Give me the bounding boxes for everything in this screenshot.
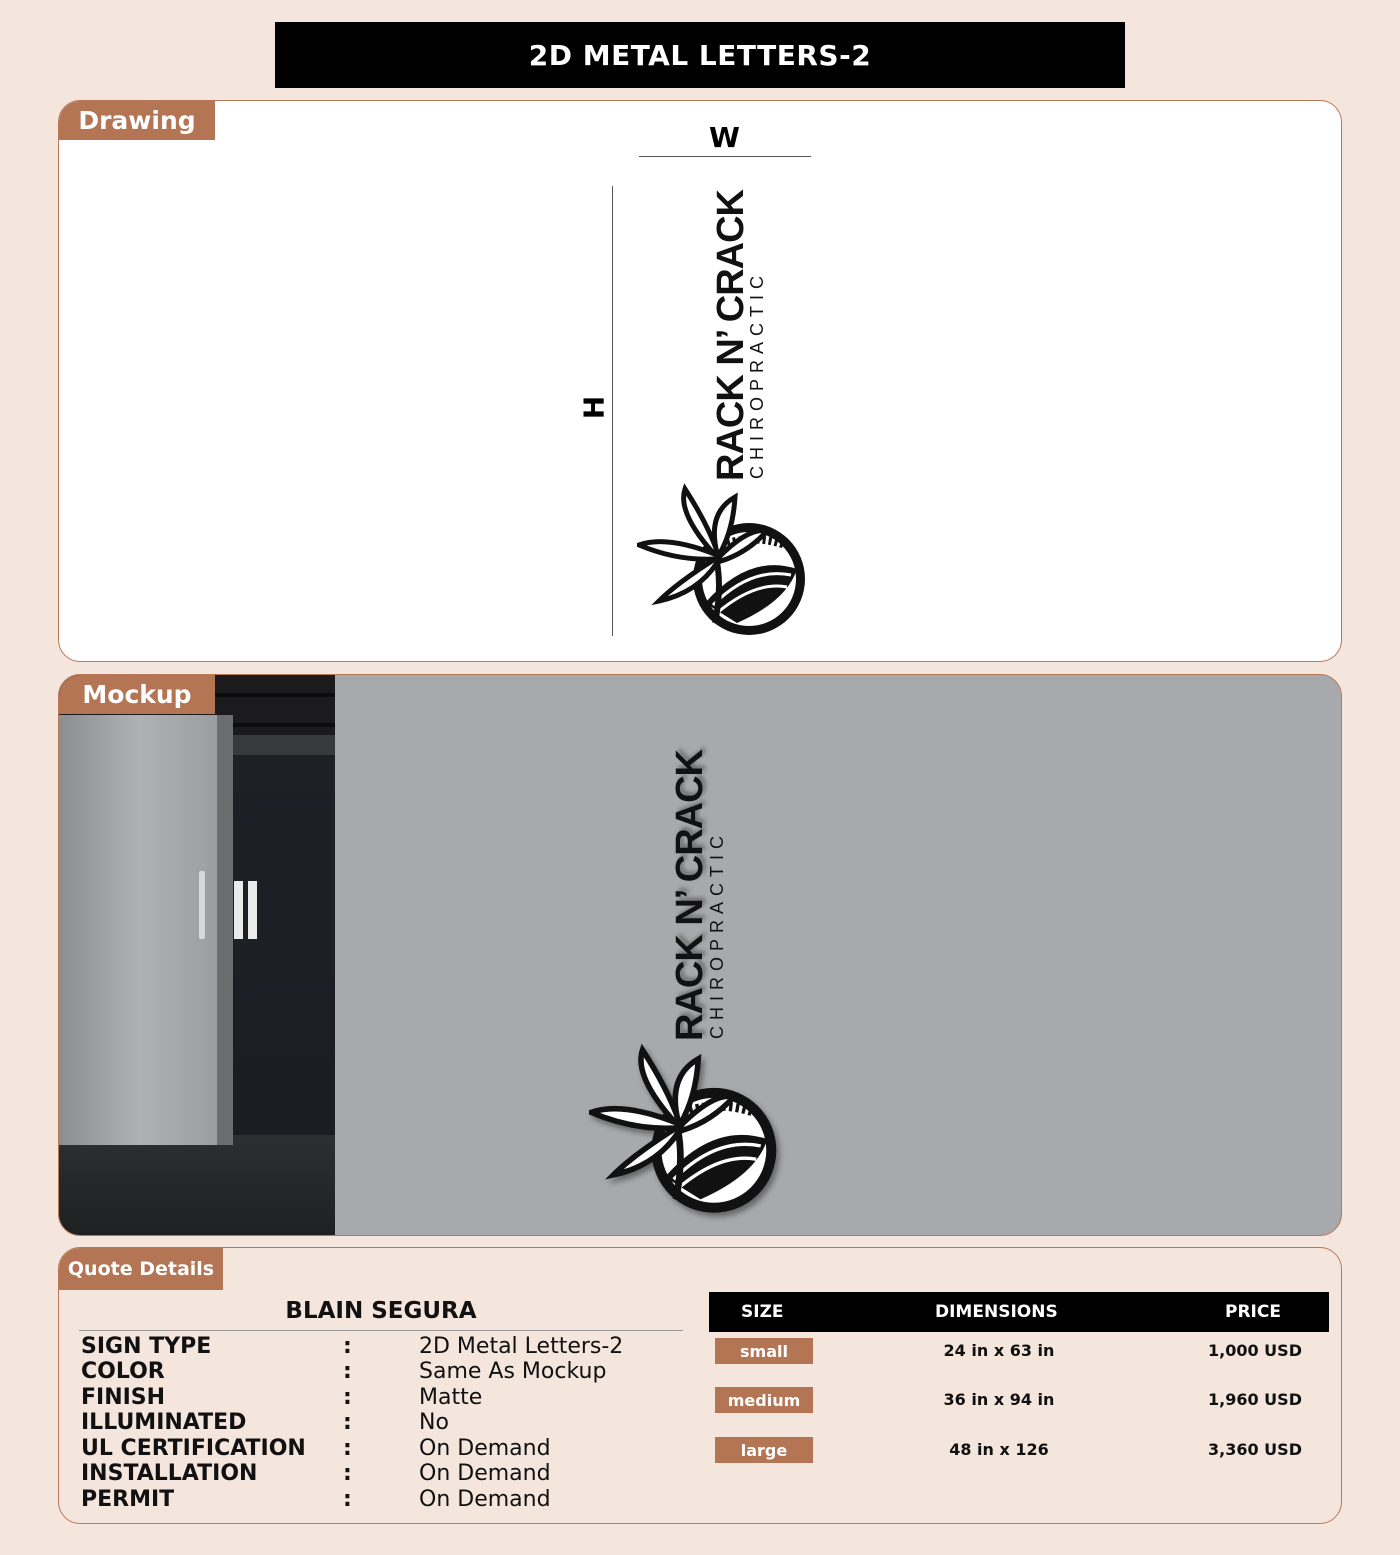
client-name: BLAIN SEGURA [285,1298,477,1324]
price-row [709,1387,1329,1413]
spec-row [81,1334,681,1360]
spec-value: On Demand [419,1436,551,1461]
spec-key: FINISH [81,1385,166,1410]
spec-key: COLOR [81,1359,165,1384]
price-table-header [709,1292,1329,1332]
size-badge: large [715,1437,813,1463]
spec-key: ILLUMINATED [81,1410,247,1435]
price-value: 1,960 USD [1208,1390,1302,1409]
size-header: SIZE [741,1302,784,1322]
spec-value: 2D Metal Letters-2 [419,1334,624,1359]
height-label: H [577,395,611,420]
palm-tree-surfboard-icon [637,483,811,635]
dark-glass-door [233,755,335,1135]
quote-tab: Quote Details [59,1248,223,1290]
spec-value: No [419,1410,449,1435]
spec-key: INSTALLATION [81,1461,258,1486]
spec-colon: : [343,1436,352,1461]
logo-main-text: RACK N’ CRACK [710,190,752,481]
spec-value: On Demand [419,1461,551,1486]
mockup-panel [58,674,1342,1236]
glass-wall [59,715,219,1145]
spec-row [81,1436,681,1462]
price-row [709,1437,1329,1463]
spec-row [81,1487,681,1513]
price-value: 3,360 USD [1208,1440,1302,1459]
divider [79,1330,683,1331]
spec-colon: : [343,1359,352,1384]
spec-colon: : [343,1487,352,1512]
glass-frame [217,715,233,1155]
spec-key: SIGN TYPE [81,1334,212,1359]
price-header: PRICE [1225,1302,1281,1322]
quote-panel [58,1247,1342,1524]
spec-row [81,1385,681,1411]
price-value: 1,000 USD [1208,1341,1302,1360]
spec-row [81,1359,681,1385]
spec-colon: : [343,1334,352,1359]
dimensions-value: 36 in x 94 in [943,1390,1055,1409]
spec-value: On Demand [419,1487,551,1512]
mockup-logo-sub-text: CHIROPRACTIC [707,829,727,1039]
page-title: 2D METAL LETTERS-2 [275,22,1125,88]
spec-colon: : [343,1385,352,1410]
office-background-image [59,675,335,1236]
height-dimension-line [612,186,613,636]
drawing-tab: Drawing [59,101,215,140]
spec-value: Same As Mockup [419,1359,607,1384]
dimensions-header: DIMENSIONS [935,1302,1058,1322]
spec-key: PERMIT [81,1487,175,1512]
drawing-panel [58,100,1342,662]
spec-value: Matte [419,1385,483,1410]
door-handle [199,871,205,939]
mockup-logo-main-text: RACK N’ CRACK [669,750,711,1041]
width-dimension-line [639,156,811,157]
spec-row [81,1410,681,1436]
spec-row [81,1461,681,1487]
mockup-palm-tree-surfboard-icon [589,1043,783,1213]
spec-colon: : [343,1410,352,1435]
door-handle [234,881,243,939]
price-row [709,1338,1329,1364]
door-handle [248,881,257,939]
width-label: W [709,121,740,154]
dimensions-value: 24 in x 63 in [943,1341,1055,1360]
size-badge: small [715,1338,813,1364]
mockup-tab: Mockup [59,675,215,714]
dimensions-value: 48 in x 126 [949,1440,1049,1459]
spec-colon: : [343,1461,352,1486]
size-badge: medium [715,1387,813,1413]
logo-sub-text: CHIROPRACTIC [747,269,767,479]
floor [59,1145,335,1236]
spec-key: UL CERTIFICATION [81,1436,306,1461]
